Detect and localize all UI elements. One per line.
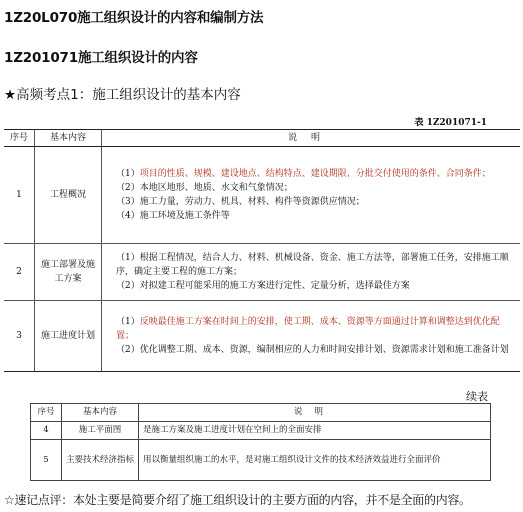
row-description: 用以衡量组织施工的水平，是对施工组织设计文件的技术经济效益进行全面评价 [139, 440, 491, 481]
row-description [102, 147, 521, 244]
section-title: 1Z20L070施工组织设计的内容和编制方法 [4, 10, 264, 26]
row-description [102, 301, 521, 372]
header-content: 基本内容 [62, 404, 139, 422]
desc-line: （3）施工力量，劳动力、机具、材料、构件等资源供应情况； [116, 197, 365, 207]
table-row [31, 440, 491, 481]
header-description: 说明 [139, 404, 491, 422]
desc-line: （2）本地区地形、地质、水文和气象情况； [116, 183, 293, 193]
table-row [4, 147, 520, 244]
table-row [4, 301, 520, 372]
row-description: 是施工方案及施工进度计划在空间上的全面安排 [139, 422, 491, 440]
row-item: 施工部署及施工方案 [35, 244, 102, 301]
table-number: 表 1Z201071-1 [414, 118, 487, 128]
table-row [31, 422, 491, 440]
row-no: 2 [4, 244, 35, 301]
row-no: 1 [4, 147, 35, 244]
row-no: 5 [31, 440, 62, 481]
continued-table [30, 403, 491, 481]
table-row [4, 244, 520, 301]
table-header-row [31, 404, 491, 422]
row-no: 3 [4, 301, 35, 372]
desc-line: （1）反映最佳施工方案在时间上的安排，使工期、成本、资源等方面通过计算和调整达到优化配置； [116, 317, 500, 341]
desc-line: （2）对拟建工程可能采用的施工方案进行定性、定量分析，选择最佳方案 [116, 281, 410, 291]
keypoint-heading: ★高频考点1：施工组织设计的基本内容 [4, 87, 241, 103]
desc-line: （1）项目的性质、规模、建设地点、结构特点、建设期限、分批交付使用的条件、合同条件； [116, 169, 491, 179]
subsection-title: 1Z201071施工组织设计的内容 [4, 50, 198, 66]
header-no: 序号 [4, 130, 35, 147]
header-content: 基本内容 [35, 130, 102, 147]
row-description [102, 244, 521, 301]
row-item: 施工平面图 [62, 422, 139, 440]
row-no: 4 [31, 422, 62, 440]
row-item: 工程概况 [35, 147, 102, 244]
desc-line: （2）优化调整工期、成本、资源，编制相应的人力和时间安排计划、资源需求计划和施工准备计划 [116, 345, 509, 355]
header-description: 说明 [102, 130, 521, 147]
summary-note: ☆速记点评：本处主要是简要介绍了施工组织设计的主要方面的内容，并不是全面的内容。 [4, 493, 471, 507]
continued-label: 续表 [466, 390, 488, 403]
content-table [4, 129, 520, 372]
desc-line: （4）施工环境及施工条件等 [116, 211, 230, 221]
row-item: 主要技术经济指标 [62, 440, 139, 481]
table-header-row [4, 130, 520, 147]
desc-line: （1）根据工程情况，结合人力、材料、机械设备、资金、施工方法等，部署施工任务，安排施工顺序，确定主要工程的施工方案； [116, 253, 509, 277]
row-item: 施工进度计划 [35, 301, 102, 372]
header-no: 序号 [31, 404, 62, 422]
